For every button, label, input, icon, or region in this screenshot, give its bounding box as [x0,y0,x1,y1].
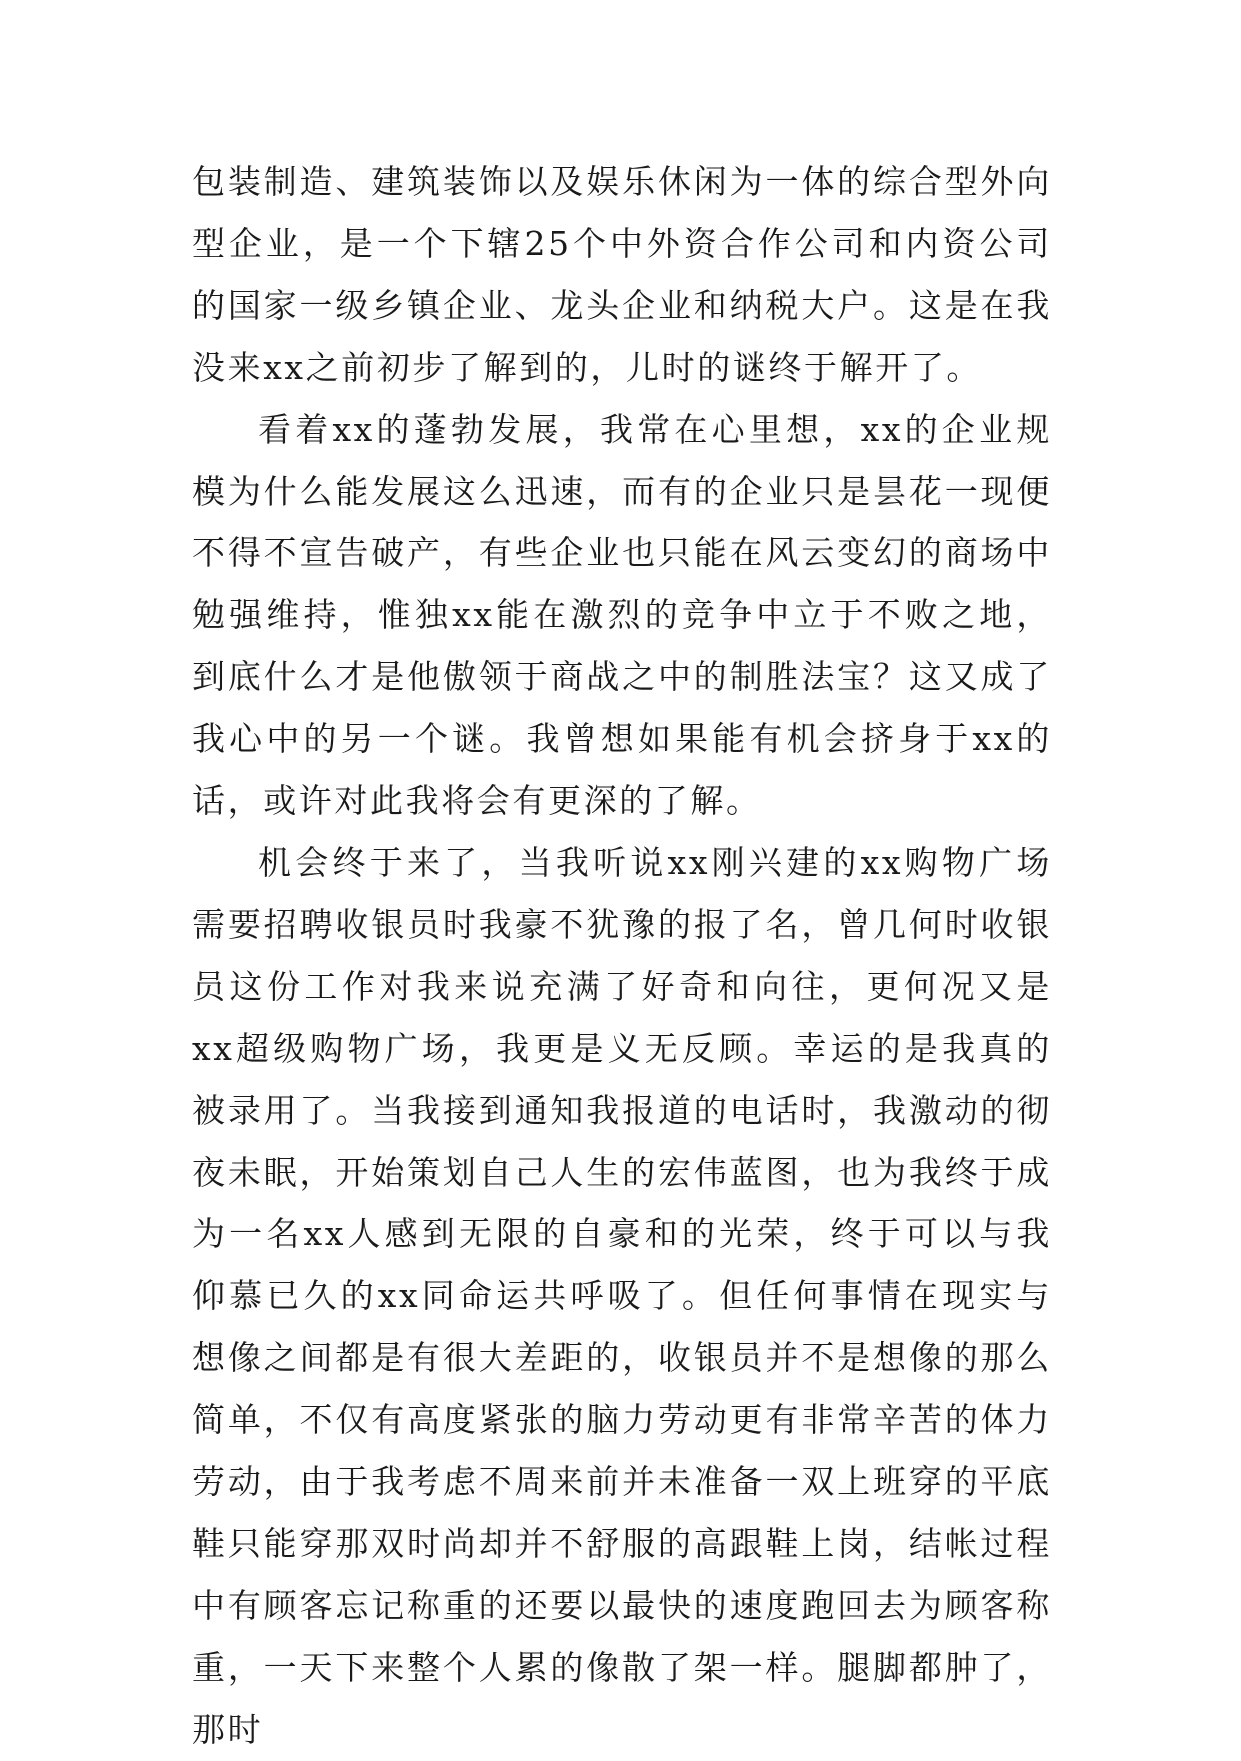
document-body [192,151,1052,1761]
paragraph-2: 看着xx的蓬勃发展，我常在心里想，xx的企业规模为什么能发展这么迅速，而有的企业只是昙花一现便不得不宣告破产，有些企业也只能在风云变幻的商场中勉强维持，惟独xx能在激烈的竞争中立于不败之地，到底什么才是他傲领于商战之中的制胜法宝？这又成了我心中的另一个谜。我曾想如果能有机会挤身于xx的话，或许对此我将会有更深的了解。 [192,409,1052,821]
paragraph-3: 机会终于来了，当我听说xx刚兴建的xx购物广场需要招聘收银员时我豪不犹豫的报了名，曾几何时收银员这份工作对我来说充满了好奇和向往，更何况又是xx超级购物广场，我更是义无反顾。幸运的是我真的被录用了。当我接到通知我报道的电话时，我激动的彻夜未眠，开始策划自己人生的宏伟蓝图，也为我终于成为一名xx人感到无限的自豪和的光荣，终于可以与我仰慕已久的xx同命运共呼吸了。但任何事情在现实与想像之间都是有很大差距的，收银员并不是想像的那么简单，不仅有高度紧张的脑力劳动更有非常辛苦的体力劳动，由于我考虑不周来前并未准备一双上班穿的平底鞋只能穿那双时尚却并不舒服的高跟鞋上岗，结帐过程中有顾客忘记称重的还要以最快的速度跑回去为顾客称重，一天下来整个人累的像散了架一样。腿脚都肿了，那时 [192,842,1052,1749]
paragraph-1: 包装制造、建筑装饰以及娱乐休闲为一体的综合型外向型企业，是一个下辖25个中外资合作公司和内资公司的国家一级乡镇企业、龙头企业和纳税大户。这是在我没来xx之前初步了解到的，儿时的谜终于解开了。 [192,162,1052,387]
